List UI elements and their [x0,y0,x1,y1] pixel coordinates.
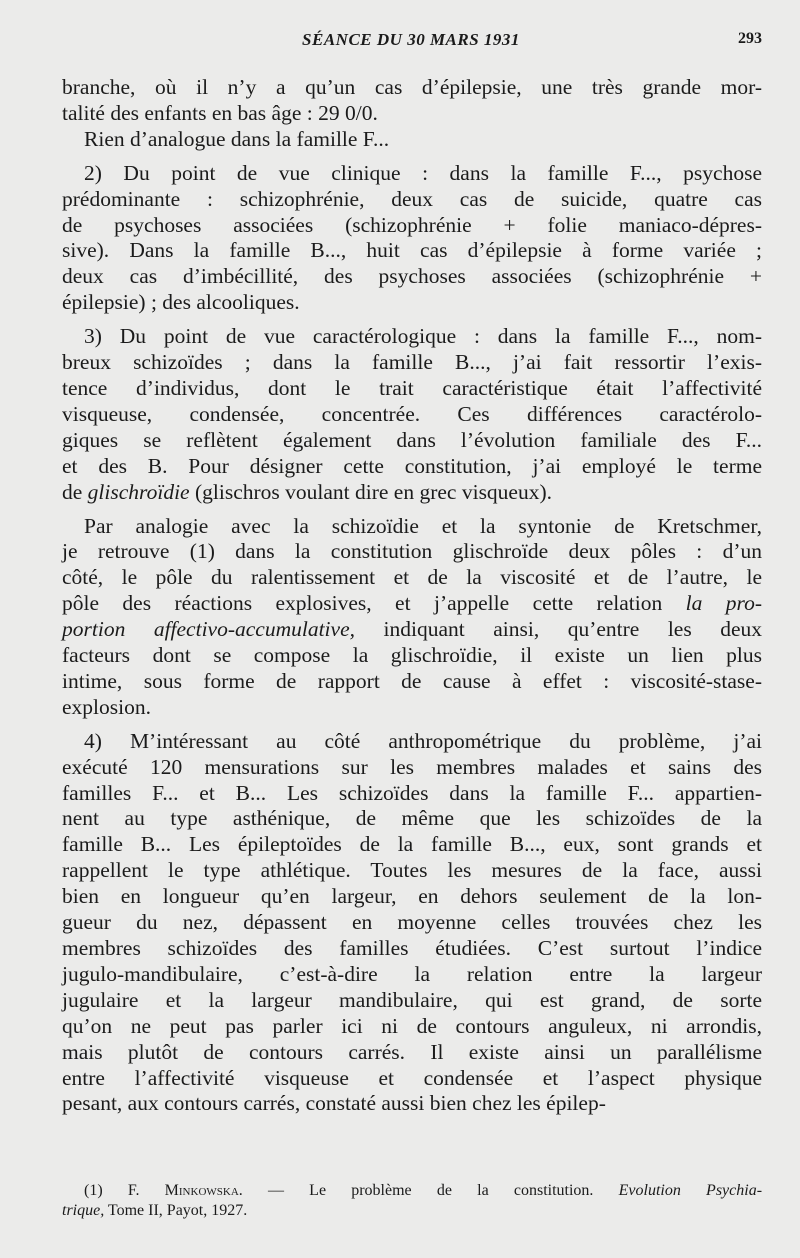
text-line: mais plutôt de contours carrés. Il existe ainsi un parallélisme [62,1039,762,1064]
text-line: branche, où il n’y a qu’un cas d’épilepsie, une très grande mor- [62,75,762,99]
text-line: 2) Du point de vue clinique : dans la famille F..., psychose [84,160,762,185]
paragraph [62,729,762,1118]
paragraph [62,161,762,316]
text-line: 3) Du point de vue caractérologique : dans la famille F..., nom- [84,324,762,349]
text-line: pôle des réactions explosives, et j’appelle cette relation la pro- [62,591,762,616]
paragraph [62,514,762,721]
text-line: exécuté 120 mensurations sur les membres malades et sains des [62,754,762,779]
text-line: facteurs dont se compose la glischroïdie, il existe un lien plus [62,643,762,668]
text-line: de glischroïdie (glischros voulant dire en grec visqueux). [62,479,553,504]
text-line: Rien d’analogue dans la famille F... [84,126,390,151]
text-line: 4) M’intéressant au côté anthropométrique du problème, j’ai [84,728,762,753]
footnote [62,1181,762,1221]
text-line: visqueuse, condensée, concentrée. Ces différences caractérolo- [62,401,762,426]
footnote-line: trique, Tome II, Payot, 1927. [62,1202,248,1219]
text-line: entre l’affectivité visqueuse et condensée et l’aspect physique [62,1065,762,1090]
text-line: jugulaire et la largeur mandibulaire, qui est grand, de sorte [62,987,762,1012]
text-line: tence d’individus, dont le trait caractéristique était l’affectivité [62,375,762,400]
paragraph [62,324,762,505]
page-number: 293 [738,30,762,47]
text-line: famille B... Les épileptoïdes de la famille B..., eux, sont grands et [62,832,762,857]
page-header [60,30,762,60]
running-head: SÉANCE DU 30 MARS 1931 [302,30,520,49]
text-line: prédominante : schizophrénie, deux cas de suicide, quatre cas [62,186,762,211]
text-line: rappellent le type athlétique. Toutes les mesures de la face, aussi [62,858,762,883]
text-line: membres schizoïdes des familles étudiées. C’est surtout l’indice [62,936,762,960]
text-line: portion affectivo-accumulative, indiquant ainsi, qu’entre les deux [62,617,762,642]
text-line: pesant, aux contours carrés, constaté aussi bien chez les épilep- [62,1091,606,1116]
text-line: sive). Dans la famille B..., huit cas d’épilepsie à forme variée ; [62,238,762,263]
footnote-line: (1) F. Minkowska. — Le problème de la constitution. Evolution Psychia- [84,1182,763,1199]
text-line: je retrouve (1) dans la constitution glischroïde deux pôles : d’un [62,539,762,564]
paragraph [62,127,762,153]
body-text [62,75,762,1117]
text-line: explosion. [62,694,151,719]
text-line: giques se reflètent également dans l’évolution familiale des F... [62,427,762,452]
paragraph [62,75,762,127]
text-line: épilepsie) ; des alcooliques. [62,290,300,315]
text-line: familles F... et B... Les schizoïdes dans la famille F... appartien- [62,780,762,805]
text-line: qu’on ne peut pas parler ici ni de contours anguleux, ni arrondis, [62,1013,762,1038]
text-line: breux schizoïdes ; dans la famille B..., j’ai fait ressortir l’exis- [62,350,762,375]
text-line: Par analogie avec la schizoïdie et la syntonie de Kretschmer, [84,513,762,538]
text-line: bien en longueur qu’en largeur, en dehors seulement de la lon- [62,884,762,909]
text-line: de psychoses associées (schizophrénie + folie maniaco-dépres- [62,212,762,237]
text-line: talité des enfants en bas âge : 29 0/0. [62,100,378,125]
text-line: deux cas d’imbécillité, des psychoses associées (schizophrénie + [62,264,762,289]
text-line: gueur du nez, dépassent en moyenne celles trouvées chez les [62,910,762,935]
text-line: nent au type asthénique, de même que les schizoïdes de la [62,806,762,831]
text-line: côté, le pôle du ralentissement et de la viscosité et de l’autre, le [62,565,762,590]
text-line: jugulo-mandibulaire, c’est-à-dire la relation entre la largeur [62,961,762,986]
text-line: intime, sous forme de rapport de cause à effet : viscosité-stase- [62,668,762,693]
text-line: et des B. Pour désigner cette constitution, j’ai employé le terme [62,453,762,478]
